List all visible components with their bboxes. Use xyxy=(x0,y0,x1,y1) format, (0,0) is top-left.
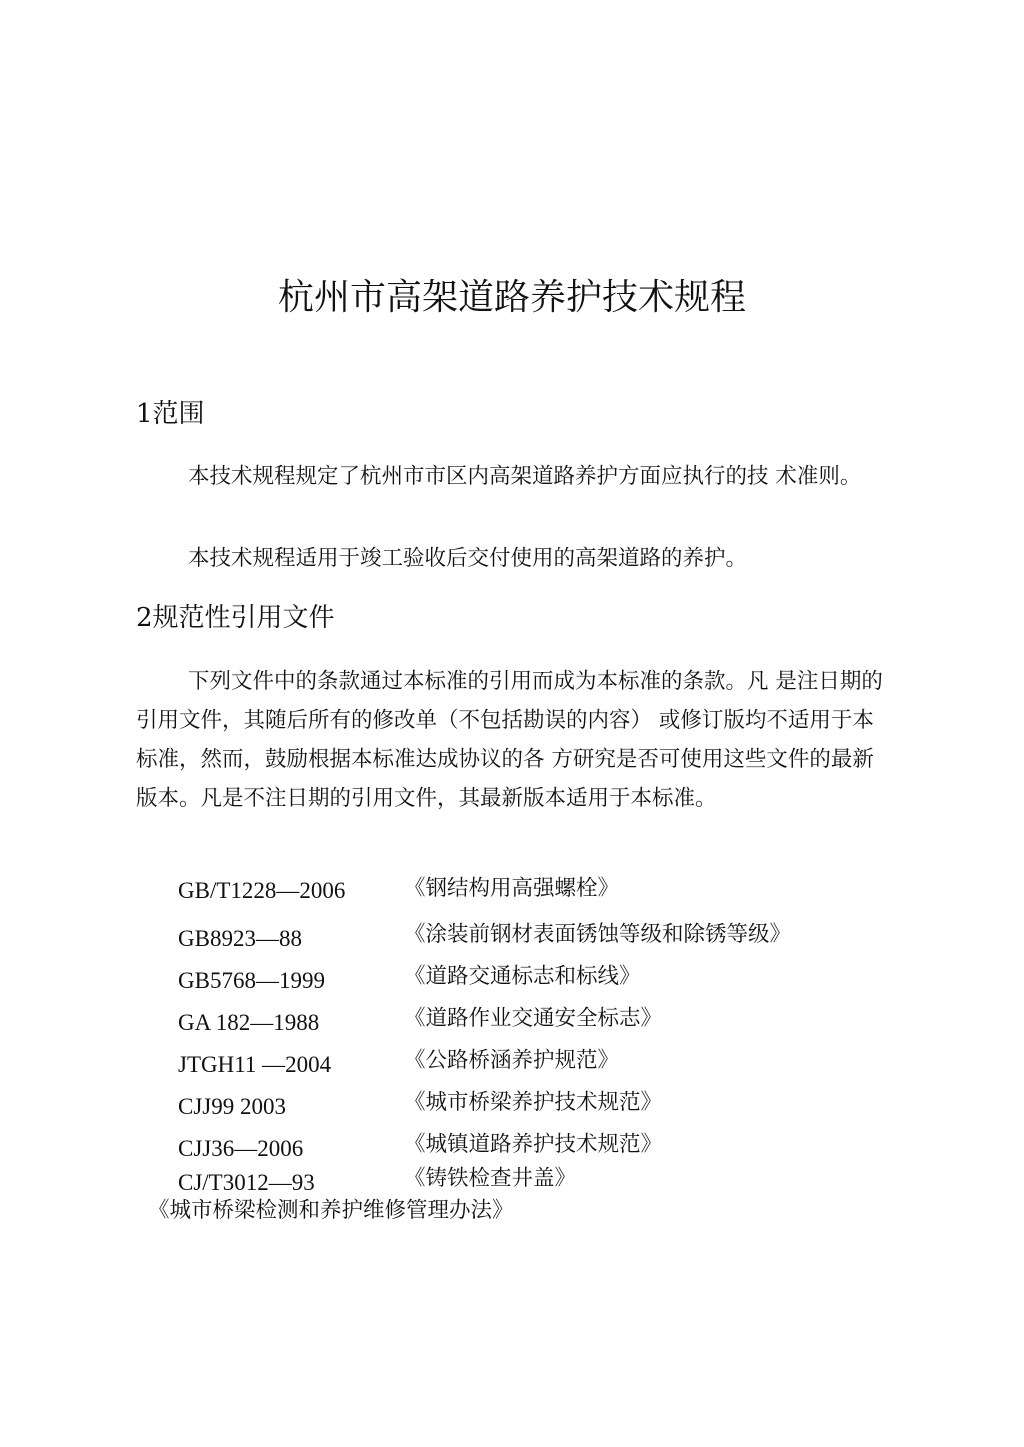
reference-code: CJJ99 2003 xyxy=(178,1094,286,1119)
reference-title: 《铸铁检查井盖》 xyxy=(404,1166,577,1191)
reference-code: GB8923—88 xyxy=(178,926,302,951)
section-heading-normative-references: 2规范性引用文件 xyxy=(136,603,335,633)
reference-code: CJJ36—2006 xyxy=(178,1136,304,1161)
reference-title: 《涂装前钢材表面锈蚀等级和除锈等级》 xyxy=(404,922,792,947)
document-title: 杭州市高架道路养护技术规程 xyxy=(277,277,746,318)
paragraph-scope-definition: 本技术规程规定了杭州市市区内高架道路养护方面应执行的技 术准则。 xyxy=(188,464,862,489)
reference-code: JTGH11 —2004 xyxy=(178,1052,332,1077)
section-heading-scope: 1范围 xyxy=(136,399,205,429)
reference-code: GB/T1228—2006 xyxy=(178,878,346,903)
paragraph-scope-applicability: 本技术规程适用于竣工验收后交付使用的高架道路的养护。 xyxy=(188,546,748,571)
reference-code: GB5768—1999 xyxy=(178,968,325,993)
paragraph-normative-references-intro: 下列文件中的条款通过本标准的引用而成为本标准的条款。凡 是注日期的引用文件，其随后所有的修改单（不包括勘误的内容） 或修订版均不适用于本标准，然而，鼓励根据本标准达成协议的各 方研究是否可使用这些文件的最新版本。凡是不注日期的引用文件，其最新版本适用于本标准。 xyxy=(136,669,883,811)
reference-title: 《钢结构用高强螺栓》 xyxy=(404,876,620,901)
reference-code: GA 182—1988 xyxy=(178,1010,320,1035)
reference-extra-title: 《城市桥梁检测和养护维修管理办法》 xyxy=(148,1198,514,1223)
reference-code: CJ/T3012—93 xyxy=(178,1170,315,1195)
reference-title: 《城镇道路养护技术规范》 xyxy=(404,1132,663,1157)
reference-title: 《城市桥梁养护技术规范》 xyxy=(404,1090,663,1115)
reference-title: 《公路桥涵养护规范》 xyxy=(404,1048,620,1073)
reference-title: 《道路作业交通安全标志》 xyxy=(404,1006,663,1031)
reference-title: 《道路交通标志和标线》 xyxy=(404,964,641,989)
